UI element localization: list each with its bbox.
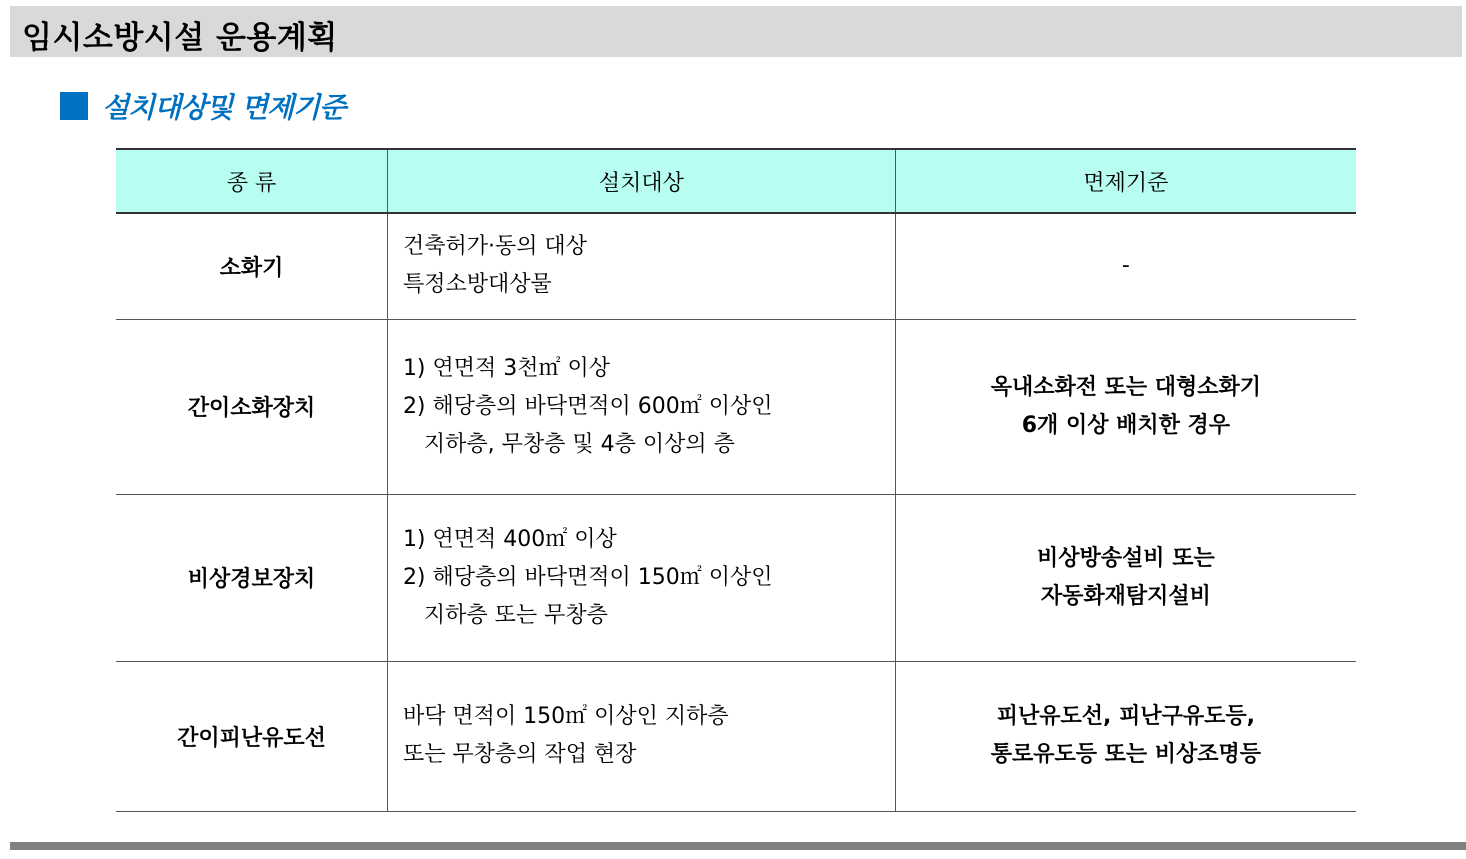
- target-line: 특정소방대상물: [402, 272, 552, 298]
- row-type: 소화기: [116, 213, 387, 319]
- target-line: 1) 연면적 3천㎡ 이상: [402, 355, 611, 381]
- title-bar: [10, 6, 1462, 57]
- header-exempt: 면제기준: [895, 149, 1356, 213]
- table-row: [116, 213, 1356, 319]
- section-heading: [60, 86, 345, 126]
- target-line: 바닥 면적이 150㎡ 이상인 지하층: [402, 704, 729, 729]
- target-line: 2) 해당층의 바닥면적이 600㎡ 이상인: [402, 393, 773, 419]
- exempt-line: 6개 이상 배치한 경우: [1021, 412, 1231, 438]
- row-exempt: [895, 494, 1356, 661]
- target-line: 지하층, 무창층 및 4층 이상의 층: [402, 431, 735, 457]
- exempt-line: 자동화재탐지설비: [1040, 583, 1211, 609]
- exempt-line: 옥내소화전 또는 대형소화기: [990, 374, 1262, 400]
- target-line: 지하층 또는 무창층: [402, 602, 608, 628]
- page-title: 임시소방시설 운용계획: [22, 20, 338, 56]
- row-type: 간이소화장치: [116, 319, 387, 494]
- row-target: [387, 213, 895, 319]
- row-type: 간이피난유도선: [116, 661, 387, 811]
- header-target: 설치대상: [387, 149, 895, 213]
- row-target: [387, 494, 895, 661]
- row-type: 비상경보장치: [116, 494, 387, 661]
- table-row: [116, 494, 1356, 661]
- row-exempt: [895, 213, 1356, 319]
- row-target: [387, 319, 895, 494]
- table-header-row: [116, 149, 1356, 213]
- row-exempt: [895, 319, 1356, 494]
- bottom-divider: [10, 842, 1466, 850]
- header-type: 종 류: [116, 149, 387, 213]
- target-line: 1) 연면적 400㎡ 이상: [402, 526, 617, 552]
- exempt-line: 피난유도선, 피난구유도등,: [996, 704, 1255, 729]
- row-target: [387, 661, 895, 811]
- exempt-line: 통로유도등 또는 비상조명등: [990, 742, 1262, 767]
- table-row: [116, 661, 1356, 811]
- target-line: 건축허가·동의 대상: [402, 234, 587, 260]
- exempt-line: -: [1121, 253, 1130, 279]
- target-line: 또는 무창층의 작업 현장: [402, 742, 637, 767]
- section-title: 설치대상및 면제기준: [102, 91, 346, 124]
- table-row: [116, 319, 1356, 494]
- target-line: 2) 해당층의 바닥면적이 150㎡ 이상인: [402, 564, 773, 590]
- row-exempt: [895, 661, 1356, 811]
- exempt-line: 비상방송설비 또는: [1037, 545, 1215, 571]
- criteria-table: [116, 148, 1356, 812]
- square-bullet-icon: [60, 92, 88, 120]
